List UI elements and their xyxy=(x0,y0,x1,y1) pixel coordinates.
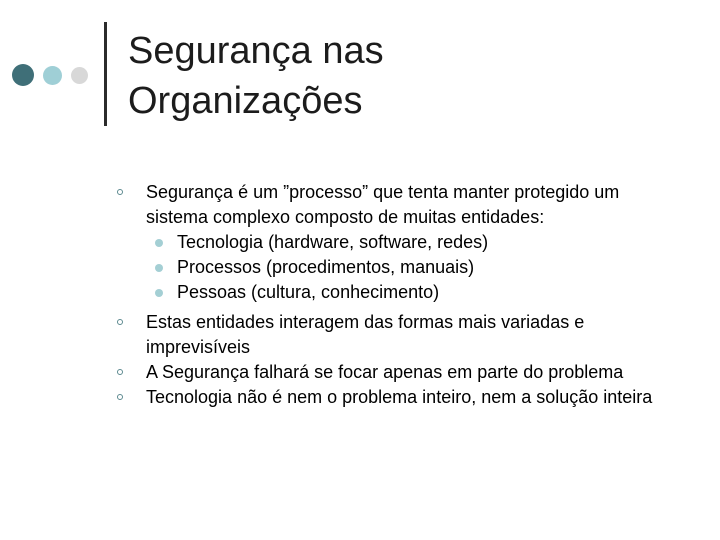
slide-title xyxy=(128,26,688,126)
ring-bullet-icon xyxy=(117,369,123,375)
decorative-dot-gray xyxy=(71,67,88,84)
bullet-text xyxy=(146,385,720,410)
decorative-dot-dark xyxy=(12,64,34,86)
dot-bullet-icon xyxy=(155,239,163,247)
decorative-dot-light xyxy=(43,66,62,85)
bullet-line: A Segurança falhará se focar apenas em parte do problema xyxy=(146,362,624,382)
bullet-text xyxy=(146,310,720,360)
bullet-line: imprevisíveis xyxy=(146,337,251,357)
dot-bullet-icon xyxy=(155,264,163,272)
ring-bullet-icon xyxy=(117,189,123,195)
bullet-line: Segurança é um ”processo” que tenta manter protegido um xyxy=(146,182,620,202)
slide-title-line-1: Segurança nas xyxy=(128,30,384,72)
ring-bullet-icon xyxy=(117,394,123,400)
bullet-line: sistema complexo composto de muitas entidades: xyxy=(146,207,545,227)
slide-title-line-2: Organizações xyxy=(128,80,363,122)
bullet-text xyxy=(146,180,720,230)
bullet-text xyxy=(146,360,720,385)
title-divider xyxy=(104,22,107,126)
bullet-line: Estas entidades interagem das formas mais variadas e xyxy=(146,312,585,332)
sub-bullet-text: Pessoas (cultura, conhecimento) xyxy=(177,282,440,302)
bullet-line: Tecnologia não é nem o problema inteiro, nem a solução inteira xyxy=(146,387,653,407)
dot-bullet-icon xyxy=(155,289,163,297)
ring-bullet-icon xyxy=(117,319,123,325)
sub-bullet-text: Processos (procedimentos, manuais) xyxy=(177,257,475,277)
sub-bullet-text: Tecnologia (hardware, software, redes) xyxy=(177,232,489,252)
